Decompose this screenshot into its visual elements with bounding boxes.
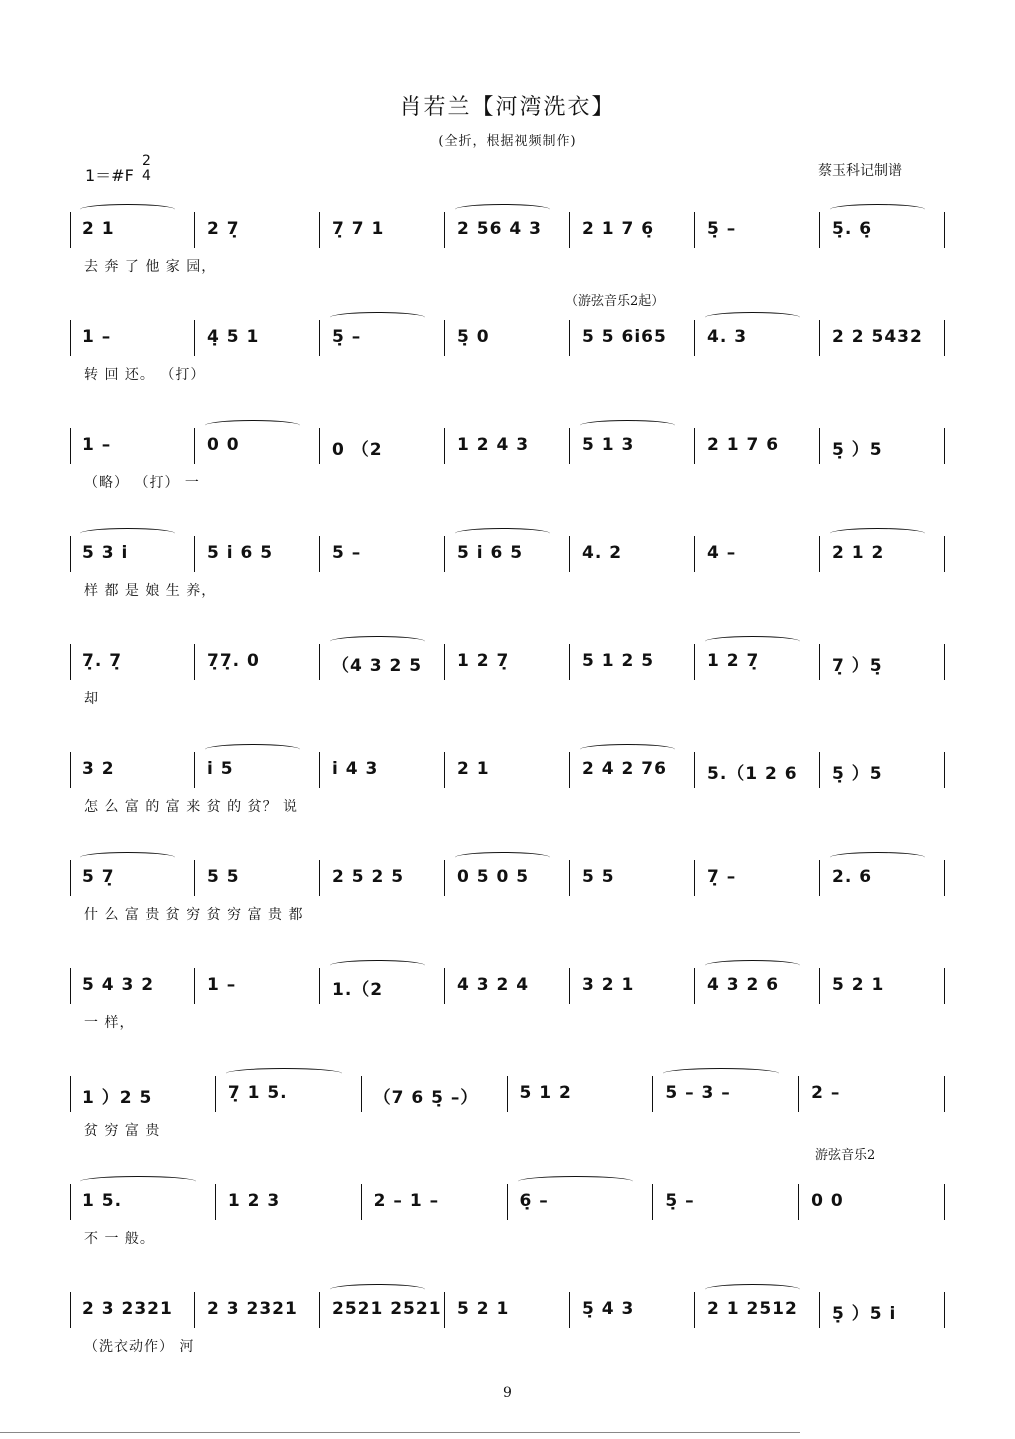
barline xyxy=(819,536,820,572)
slur xyxy=(580,420,675,431)
measure-notes: 5 1 3 xyxy=(582,435,635,455)
barline xyxy=(569,428,570,464)
barline xyxy=(944,644,945,680)
author-credit: 蔡玉科记制谱 xyxy=(818,163,902,179)
measure-notes: 2 7̣ xyxy=(207,219,240,239)
measure-notes: 3 2 1 xyxy=(582,975,635,995)
measure-notes: 2 5 2 5 xyxy=(332,867,405,887)
lyrics-line: 贫 穷 富 贵 xyxy=(84,1123,161,1139)
measure-notes: 2 3 2321 xyxy=(82,1299,173,1319)
slur xyxy=(705,636,800,647)
lyrics-line: 怎 么 富 的 富 来 贫 的 贫？ 说 xyxy=(84,799,299,815)
measure-notes: 5̣ – xyxy=(332,327,362,347)
barline xyxy=(819,968,820,1004)
barline xyxy=(798,1184,799,1220)
slur xyxy=(330,312,425,323)
barline xyxy=(194,968,195,1004)
measure-notes: 2 1 xyxy=(82,219,115,239)
barline xyxy=(319,644,320,680)
lyrics-line: 去 奔 了 他 家 园， xyxy=(84,259,217,275)
measure-notes: 1 – xyxy=(207,975,237,995)
slur xyxy=(830,852,925,863)
barline xyxy=(70,644,71,680)
staff-system xyxy=(70,428,945,491)
staff-system xyxy=(70,212,945,275)
measure-notes: 5̣ ）5 xyxy=(832,440,883,460)
barline xyxy=(194,644,195,680)
measure-notes: 5̣ 0 xyxy=(457,327,490,347)
measure-notes: i 4 3 xyxy=(332,759,379,779)
barline xyxy=(444,536,445,572)
barline xyxy=(194,428,195,464)
measure-notes: 4. 3 xyxy=(707,327,748,347)
measure-notes: 7̣ 1 5. xyxy=(227,1083,288,1103)
measure-notes: 5 5 xyxy=(582,867,615,887)
measure-notes: 5 2 1 xyxy=(457,1299,510,1319)
lyrics-line: 不 一 般。 xyxy=(84,1231,155,1247)
barline xyxy=(819,860,820,896)
slur xyxy=(705,312,800,323)
barline xyxy=(444,320,445,356)
slur xyxy=(455,204,550,215)
measure-notes: 1 2 3 xyxy=(227,1191,281,1211)
measure-notes: 5̣. 6̣ xyxy=(832,219,873,239)
barline xyxy=(70,320,71,356)
page-subtitle: (全折，根据视频制作) xyxy=(438,134,577,149)
measure-notes: 5 3 i xyxy=(82,543,129,563)
measure-notes: 5 i 6 5 xyxy=(207,543,274,563)
barline xyxy=(569,212,570,248)
barline xyxy=(944,320,945,356)
barline xyxy=(819,644,820,680)
measure-notes: 4̣ 5 1 xyxy=(207,327,260,347)
measure-notes: 1 – xyxy=(82,327,112,347)
measure-notes: 2 1 7 6 xyxy=(707,435,780,455)
measure-notes: 0 5 0 5 xyxy=(457,867,530,887)
measure-notes: 1 5. xyxy=(82,1191,123,1211)
barline xyxy=(507,1076,508,1112)
barline xyxy=(569,968,570,1004)
measure-notes: 0 0 xyxy=(207,435,240,455)
time-signature xyxy=(142,154,151,184)
barline xyxy=(694,644,695,680)
measure-notes: 1 2 7̣ xyxy=(457,651,510,671)
measure-notes: 5 i 6 5 xyxy=(457,543,524,563)
measure-notes: 5 – 3 – xyxy=(665,1083,731,1103)
slur xyxy=(455,528,550,539)
slur xyxy=(205,420,300,431)
barline xyxy=(194,752,195,788)
staff-system xyxy=(70,294,945,383)
measure-notes: 1 2 7̣ xyxy=(707,651,760,671)
barline xyxy=(444,644,445,680)
lyrics-line: 转 回 还。 （打） xyxy=(84,367,206,383)
barline xyxy=(944,212,945,248)
meter-bottom: 4 xyxy=(142,168,151,184)
measure-notes: 2 1 7 6̣ xyxy=(582,219,655,239)
performance-mark: 游弦音乐2 xyxy=(815,1148,876,1163)
measure-notes: 7̣ 7 1 xyxy=(332,219,385,239)
barline xyxy=(70,968,71,1004)
lyrics-line: 一 样， xyxy=(84,1015,135,1031)
barline xyxy=(444,752,445,788)
barline xyxy=(70,536,71,572)
measure-notes: 2 4 2 76 xyxy=(582,759,667,779)
measure-notes: 5 4 3 2 xyxy=(82,975,155,995)
barline xyxy=(694,860,695,896)
barline xyxy=(944,1184,945,1220)
lyrics-line: （略） （打） 一 xyxy=(84,475,200,491)
barline xyxy=(694,752,695,788)
lyrics-line: 却 xyxy=(84,691,99,707)
measure-notes: 0 0 xyxy=(811,1191,844,1211)
barline xyxy=(798,1076,799,1112)
slur xyxy=(830,528,925,539)
barline xyxy=(944,1076,945,1112)
measure-notes: 5.（1 2 6 xyxy=(707,764,798,784)
barline xyxy=(361,1184,362,1220)
slur xyxy=(330,1284,425,1295)
barline xyxy=(215,1184,216,1220)
barline xyxy=(569,644,570,680)
measure-notes: 5 1 2 xyxy=(519,1083,572,1103)
measure-notes: 4 3 2 6 xyxy=(707,975,780,995)
barline xyxy=(569,752,570,788)
barline xyxy=(194,860,195,896)
barline xyxy=(70,1076,71,1112)
measure-notes: 1 – xyxy=(82,435,112,455)
barline xyxy=(819,1292,820,1328)
barline xyxy=(694,536,695,572)
barline xyxy=(444,1292,445,1328)
measure-notes: 5 5 6i65 xyxy=(582,327,667,347)
footer-divider xyxy=(0,1432,800,1433)
barline xyxy=(569,1292,570,1328)
barline xyxy=(652,1184,653,1220)
barline xyxy=(694,320,695,356)
barline xyxy=(569,860,570,896)
barline xyxy=(819,212,820,248)
barline xyxy=(694,1292,695,1328)
lyrics-line: （洗衣动作） 河 xyxy=(84,1339,195,1355)
slur xyxy=(226,1068,342,1079)
measure-notes: 2 1 2512 xyxy=(707,1299,798,1319)
measure-notes: 6̣ – xyxy=(519,1191,549,1211)
measure-notes: 1 2 4 3 xyxy=(457,435,530,455)
barline xyxy=(944,1292,945,1328)
barline xyxy=(319,968,320,1004)
meter-top: 2 xyxy=(142,153,151,169)
barline xyxy=(819,752,820,788)
slur xyxy=(830,204,925,215)
barline xyxy=(652,1076,653,1112)
measure-notes: 2 1 2 xyxy=(832,543,885,563)
measure-notes: 2 56 4 3 xyxy=(457,219,542,239)
measure-notes: 5 5 xyxy=(207,867,240,887)
measure-notes: 7̣ ）5̣ xyxy=(832,656,883,676)
staff-system xyxy=(70,968,945,1031)
measure-notes: （4 3 2 5 xyxy=(332,656,423,676)
slur xyxy=(705,1284,800,1295)
barline xyxy=(319,752,320,788)
barline xyxy=(444,860,445,896)
barline xyxy=(70,752,71,788)
measure-notes: 5̣ – xyxy=(707,219,737,239)
measure-notes: 5̣ ）5 xyxy=(832,764,883,784)
measure-notes: 7̣. 7̣ xyxy=(82,651,123,671)
measure-notes: i 5 xyxy=(207,759,234,779)
measure-notes: 5̣ ）5 i xyxy=(832,1304,897,1324)
barline xyxy=(319,860,320,896)
barline xyxy=(194,536,195,572)
barline xyxy=(944,860,945,896)
staff-system xyxy=(70,1292,945,1355)
barline xyxy=(215,1076,216,1112)
measure-notes: 2 – xyxy=(811,1083,841,1103)
staff-system xyxy=(70,860,945,923)
barline xyxy=(694,212,695,248)
barline xyxy=(194,320,195,356)
slur xyxy=(663,1068,779,1079)
barline xyxy=(444,428,445,464)
barline xyxy=(944,428,945,464)
staff-system xyxy=(70,536,945,599)
performance-mark: （游弦音乐2起） xyxy=(565,294,665,309)
measure-notes: 5 7̣ xyxy=(82,867,115,887)
barline xyxy=(444,968,445,1004)
slur xyxy=(205,744,300,755)
measure-notes: 3 2 xyxy=(82,759,115,779)
barline xyxy=(944,968,945,1004)
barline xyxy=(694,428,695,464)
measure-notes: （7 6 5̣ –） xyxy=(373,1088,479,1108)
barline xyxy=(569,536,570,572)
barline xyxy=(819,320,820,356)
slur xyxy=(80,1176,196,1187)
barline xyxy=(444,212,445,248)
measure-notes: 5̣ – xyxy=(665,1191,695,1211)
measure-notes: 4 3 2 4 xyxy=(457,975,530,995)
measure-notes: 5 – xyxy=(332,543,362,563)
measure-notes: 7̣7̣. 0 xyxy=(207,651,260,671)
lyrics-line: 样 都 是 娘 生 养， xyxy=(84,583,217,599)
slur xyxy=(80,528,175,539)
measure-notes: 2521 2521 xyxy=(332,1299,442,1319)
measure-notes: 2 2 5432 xyxy=(832,327,923,347)
staff-system xyxy=(70,752,945,815)
measure-notes: 7̣ – xyxy=(707,867,737,887)
slur xyxy=(580,744,675,755)
barline xyxy=(194,1292,195,1328)
lyrics-line: 什 么 富 贵 贫 穷 贫 穷 富 贵 都 xyxy=(84,907,304,923)
measure-notes: 5 1 2 5 xyxy=(582,651,655,671)
barline xyxy=(569,320,570,356)
measure-notes: 2 3 2321 xyxy=(207,1299,298,1319)
barline xyxy=(70,1292,71,1328)
barline xyxy=(70,212,71,248)
barline xyxy=(319,536,320,572)
barline xyxy=(944,536,945,572)
slur xyxy=(330,636,425,647)
barline xyxy=(819,428,820,464)
barline xyxy=(70,860,71,896)
measure-notes: 0 （2 xyxy=(332,440,383,460)
staff-system xyxy=(70,1148,945,1247)
barline xyxy=(319,1292,320,1328)
slur xyxy=(518,1176,634,1187)
barline xyxy=(507,1184,508,1220)
measure-notes: 4. 2 xyxy=(582,543,623,563)
slur xyxy=(80,204,175,215)
measure-notes: 2 1 xyxy=(457,759,490,779)
barline xyxy=(70,428,71,464)
slur xyxy=(330,960,425,971)
measure-notes: 2. 6 xyxy=(832,867,873,887)
slur xyxy=(455,852,550,863)
slur xyxy=(80,852,175,863)
barline xyxy=(361,1076,362,1112)
page-number: 9 xyxy=(503,1385,512,1401)
barline xyxy=(319,428,320,464)
slur xyxy=(705,960,800,971)
barline xyxy=(319,320,320,356)
barline xyxy=(194,212,195,248)
measure-notes: 5̣ 4 3 xyxy=(582,1299,635,1319)
barline xyxy=(70,1184,71,1220)
measure-notes: 1 ）2 5 xyxy=(82,1088,153,1108)
page-title: 肖若兰【河湾洗衣】 xyxy=(399,95,616,120)
measure-notes: 1.（2 xyxy=(332,980,384,1000)
staff-system xyxy=(70,644,945,707)
barline xyxy=(694,968,695,1004)
staff-system xyxy=(70,1076,945,1139)
measure-notes: 2 – 1 – xyxy=(373,1191,440,1211)
barline xyxy=(944,752,945,788)
key-signature: 1＝#F xyxy=(85,166,134,185)
measure-notes: 4 – xyxy=(707,543,737,563)
barline xyxy=(319,212,320,248)
measure-notes: 5 2 1 xyxy=(832,975,885,995)
